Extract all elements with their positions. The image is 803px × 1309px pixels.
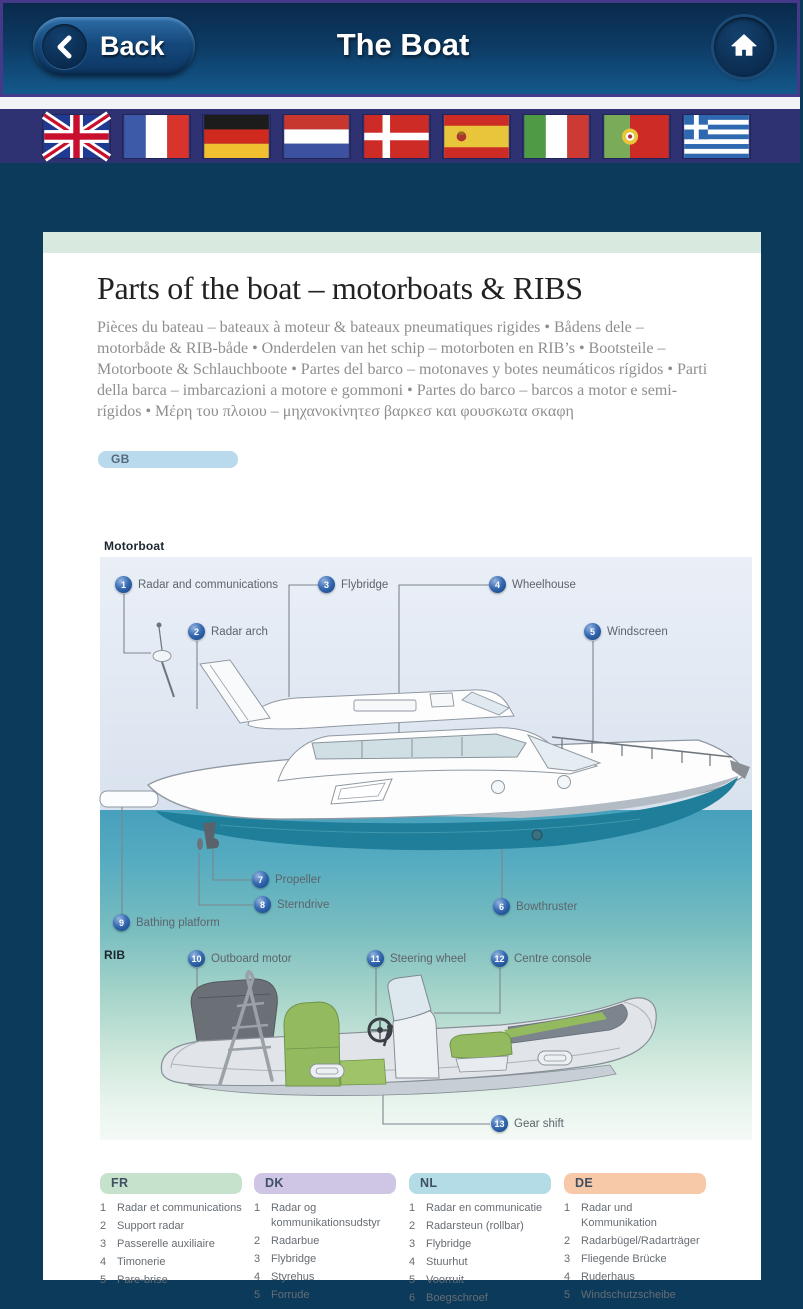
- part-label: 11 Steering wheel: [367, 950, 466, 967]
- article-title: Parts of the boat – motorboats & RIBS: [97, 270, 583, 306]
- language-badge: GB: [98, 451, 238, 468]
- part-label: 2 Radar arch: [188, 623, 268, 640]
- table-row: [254, 1234, 396, 1249]
- row-number: 1: [254, 1202, 261, 1214]
- row-number: 1: [100, 1202, 107, 1214]
- row-number: 2: [564, 1235, 571, 1247]
- number-badge: 1: [115, 576, 132, 593]
- table-row: [254, 1252, 396, 1267]
- translation-column-dk: [254, 1173, 396, 1306]
- card-top-strip: [43, 232, 761, 253]
- row-number: 2: [409, 1220, 416, 1232]
- row-text: Radarsteun (rollbar): [426, 1220, 524, 1232]
- flag-denmark-icon[interactable]: [363, 115, 430, 158]
- part-label: 4 Wheelhouse: [489, 576, 576, 593]
- flag-united-kingdom-icon[interactable]: [43, 115, 110, 158]
- row-number: 3: [100, 1238, 107, 1250]
- row-text: Voorruit: [426, 1274, 464, 1286]
- table-row: [564, 1288, 706, 1303]
- chevron-left-icon: [42, 24, 87, 69]
- table-row: [409, 1291, 551, 1306]
- row-number: 5: [409, 1274, 416, 1286]
- translation-column-de: [564, 1173, 706, 1306]
- row-number: 4: [409, 1256, 416, 1268]
- header-bar: [0, 0, 800, 97]
- language-pill: FR: [100, 1173, 242, 1194]
- translation-column-fr: [100, 1173, 242, 1291]
- section-heading-motorboat: Motorboat: [104, 539, 165, 553]
- table-row: [100, 1219, 242, 1234]
- part-label: 13 Gear shift: [491, 1115, 564, 1132]
- flag-netherlands-icon[interactable]: [283, 115, 350, 158]
- row-number: 4: [100, 1256, 107, 1268]
- flag-portugal-icon[interactable]: [603, 115, 670, 158]
- row-text: Fliegende Brücke: [581, 1253, 667, 1265]
- language-pill: DE: [564, 1173, 706, 1194]
- row-number: 2: [100, 1220, 107, 1232]
- row-number: 4: [564, 1271, 571, 1283]
- row-number: 3: [254, 1253, 261, 1265]
- home-icon: [729, 30, 759, 65]
- row-number: 5: [564, 1289, 571, 1301]
- part-label: 5 Windscreen: [584, 623, 668, 640]
- part-label: 12 Centre console: [491, 950, 591, 967]
- flag-italy-icon[interactable]: [523, 115, 590, 158]
- part-label: 8 Sterndrive: [254, 896, 329, 913]
- table-row: [564, 1252, 706, 1267]
- row-text: Timonerie: [117, 1256, 166, 1268]
- number-badge: 11: [367, 950, 384, 967]
- number-badge: 6: [493, 898, 510, 915]
- part-label: 10 Outboard motor: [188, 950, 292, 967]
- row-text: Forrude: [271, 1289, 310, 1301]
- table-row: [409, 1219, 551, 1234]
- number-badge: 10: [188, 950, 205, 967]
- row-text: Radar en communicatie: [426, 1202, 543, 1214]
- row-number: 5: [100, 1274, 107, 1286]
- language-flag-bar: [0, 109, 800, 163]
- row-text: Boegschroef: [426, 1292, 488, 1304]
- table-row: [564, 1234, 706, 1249]
- home-button[interactable]: [714, 17, 774, 77]
- back-button-label: Back: [100, 31, 165, 61]
- language-pill: DK: [254, 1173, 396, 1194]
- flag-france-icon[interactable]: [123, 115, 190, 158]
- table-row: [254, 1201, 396, 1231]
- table-row: [564, 1270, 706, 1285]
- row-text: Styrehus: [271, 1271, 315, 1283]
- number-badge: 7: [252, 871, 269, 888]
- table-row: [409, 1237, 551, 1252]
- number-badge: 8: [254, 896, 271, 913]
- row-number: 1: [409, 1202, 416, 1214]
- row-number: 5: [254, 1289, 261, 1301]
- diagram-water-background: [100, 810, 752, 1140]
- row-text: Radar und Kommunikation: [581, 1202, 657, 1229]
- table-row: [100, 1273, 242, 1288]
- row-text: Support radar: [117, 1220, 185, 1232]
- number-badge: 4: [489, 576, 506, 593]
- row-text: Windschutzscheibe: [581, 1289, 676, 1301]
- page-title: The Boat: [336, 27, 470, 62]
- diagram-sky-background: [100, 557, 752, 810]
- number-badge: 13: [491, 1115, 508, 1132]
- row-text: Stuurhut: [426, 1256, 468, 1268]
- row-number: 4: [254, 1271, 261, 1283]
- row-text: Radarbue: [271, 1235, 320, 1247]
- number-badge: 5: [584, 623, 601, 640]
- flag-greece-icon[interactable]: [683, 115, 750, 158]
- part-label: 3 Flybridge: [318, 576, 388, 593]
- row-text: Radar og kommunikationsudstyr: [271, 1202, 381, 1229]
- row-text: Flybridge: [271, 1253, 317, 1265]
- number-badge: 9: [113, 914, 130, 931]
- header-divider: [0, 97, 800, 109]
- row-text: Ruderhaus: [581, 1271, 635, 1283]
- table-row: [254, 1288, 396, 1303]
- part-label: 7 Propeller: [252, 871, 321, 888]
- row-number: 6: [409, 1292, 416, 1304]
- table-row: [254, 1270, 396, 1285]
- language-pill: NL: [409, 1173, 551, 1194]
- table-row: [409, 1201, 551, 1216]
- part-label: 1 Radar and communications: [115, 576, 278, 593]
- part-label: 9 Bathing platform: [113, 914, 220, 931]
- flag-germany-icon[interactable]: [203, 115, 270, 158]
- table-row: [564, 1201, 706, 1231]
- row-number: 3: [409, 1238, 416, 1250]
- row-number: 2: [254, 1235, 261, 1247]
- translation-column-nl: [409, 1173, 551, 1309]
- number-badge: 2: [188, 623, 205, 640]
- table-row: [100, 1255, 242, 1270]
- row-number: 3: [564, 1253, 571, 1265]
- document-card: [43, 232, 761, 1304]
- back-button[interactable]: [33, 17, 195, 76]
- article-subtitle: Pièces du bateau – bateaux à moteur & bateaux pneumatiques rigides • Bådens dele – motorbåde & RIB-både • Onderdelen van het schip – motorboten en RIB’s • Bootsteile – Motorboote & Schlauchboote • Partes del barco – motonaves y botes neumáticos rígidos • Parti della barca – imbarcazioni a motore e gommoni • Partes do barco – barcos a motor e semi-rígidos • Μέρη του πλοιου – μηχανοκίνητεσ βαρκεσ και φουσκωτα σκαφη: [97, 319, 708, 421]
- row-text: Passerelle auxiliaire: [117, 1238, 215, 1250]
- table-row: [409, 1255, 551, 1270]
- section-heading-rib: RIB: [104, 948, 126, 962]
- flag-spain-icon[interactable]: [443, 115, 510, 158]
- number-badge: 12: [491, 950, 508, 967]
- row-text: Radar et communications: [117, 1202, 242, 1214]
- row-text: Radarbügel/Radarträger: [581, 1235, 700, 1247]
- part-label: 6 Bowthruster: [493, 898, 577, 915]
- row-text: Pare-brise: [117, 1274, 168, 1286]
- table-row: [100, 1237, 242, 1252]
- row-text: Flybridge: [426, 1238, 472, 1250]
- table-row: [100, 1201, 242, 1216]
- number-badge: 3: [318, 576, 335, 593]
- row-number: 1: [564, 1202, 571, 1214]
- table-row: [409, 1273, 551, 1288]
